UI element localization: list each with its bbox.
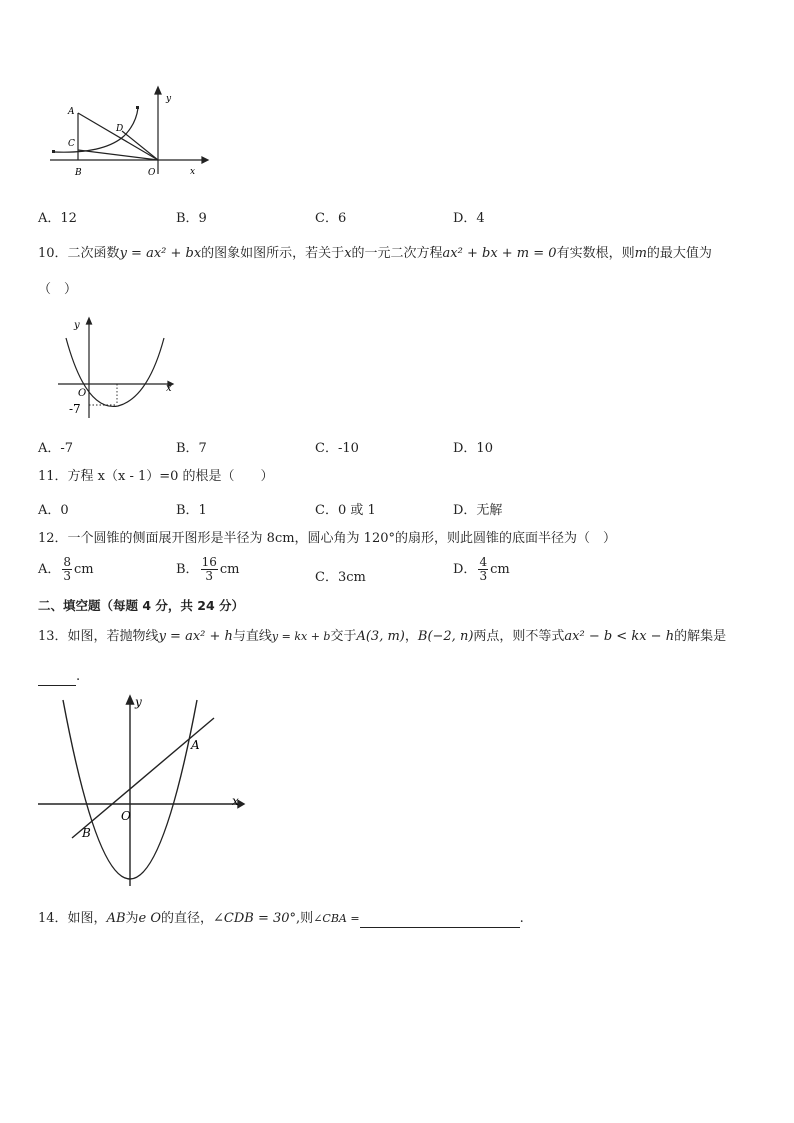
- line: [72, 718, 214, 838]
- label-minus-seven: -7: [69, 402, 81, 416]
- label-b: B: [82, 826, 91, 840]
- q10-option-a: A．-7: [38, 441, 74, 456]
- label-y: y: [135, 695, 142, 709]
- q10-option-b: B．7: [176, 441, 207, 456]
- q13-stem: 13．如图，若抛物线y = ax² + h与直线y = kx + b交于A(3, m)，B(−2, n)两点，则不等式ax² − b < kx − h的解集是: [38, 629, 727, 644]
- y-axis-arrow: [87, 318, 92, 324]
- label-y: y: [166, 94, 172, 104]
- label-d: D: [116, 124, 124, 134]
- q10-option-d: D．10: [453, 441, 493, 456]
- label-o: O: [121, 809, 131, 823]
- q12-options: [38, 556, 758, 590]
- label-x: x: [190, 167, 196, 177]
- figure-q10: [52, 312, 176, 424]
- curve-endpoint-top: [136, 106, 139, 109]
- label-x: x: [232, 794, 239, 808]
- label-x: x: [166, 383, 172, 394]
- y-axis-arrow: [155, 87, 161, 94]
- label-a: A: [191, 738, 200, 752]
- x-axis-arrow: [238, 801, 244, 808]
- curve-endpoint-left: [52, 150, 55, 153]
- segment-co: [78, 150, 158, 160]
- q9-option-b: B．9: [176, 211, 207, 226]
- q10-stem: 10．二次函数y = ax² + bx的图象如图所示，若关于x的一元二次方程ax² + bx + m = 0有实数根，则m的最大值为: [38, 246, 712, 261]
- q10-options: [38, 437, 758, 455]
- label-a: A: [68, 107, 75, 117]
- q13-answer-line[interactable]: .: [38, 668, 80, 686]
- segment-ao: [78, 113, 158, 160]
- q12-stem: 12．一个圆锥的侧面展开图形是半径为 8cm，圆心角为 120°的扇形，则此圆锥的底面半径为（ ）: [38, 531, 616, 546]
- figure-q13: [36, 692, 250, 888]
- q11-option-a: A．0: [38, 503, 69, 518]
- curve: [54, 108, 138, 152]
- figure-q9: [44, 84, 214, 184]
- x-axis-arrow: [202, 157, 208, 163]
- section-title-fill-in: 二、填空题（每题 4 分，共 24 分）: [38, 598, 245, 613]
- q11-stem: 11．方程 x（x - 1）=0 的根是（ ）: [38, 469, 274, 484]
- label-o: O: [148, 168, 156, 178]
- q11-option-d: D．无解: [453, 503, 503, 518]
- label-y: y: [74, 320, 80, 331]
- q10-paren: （ ）: [38, 282, 78, 297]
- q12-option-b: B． $\frac{16}{3}$ cm: [176, 555, 240, 583]
- q12-option-d: D． $\frac{4}{3}$ cm: [453, 555, 510, 583]
- q11-option-b: B．1: [176, 503, 207, 518]
- q14-stem: 14．如图，AB为e O的直径，∠CDB = 30°,则∠CBA = .: [38, 911, 524, 926]
- label-o: O: [78, 388, 87, 399]
- q13-blank[interactable]: [38, 671, 76, 686]
- q9-option-d: D．4: [453, 211, 485, 226]
- q9-option-c: C．6: [315, 211, 347, 226]
- q9-options: [38, 207, 758, 225]
- q11-option-c: C．0 或 1: [315, 503, 376, 518]
- q14-blank[interactable]: [360, 913, 520, 928]
- label-b: B: [75, 168, 82, 178]
- y-axis-arrow: [127, 696, 134, 704]
- label-c: C: [68, 139, 75, 149]
- q12-option-a: A． $\frac{8}{3}$ cm: [38, 555, 94, 583]
- q11-options: [38, 499, 758, 517]
- q12-option-c: C．3cm: [315, 570, 366, 585]
- q9-option-a: A．12: [38, 211, 77, 226]
- q10-option-c: C．-10: [315, 441, 359, 456]
